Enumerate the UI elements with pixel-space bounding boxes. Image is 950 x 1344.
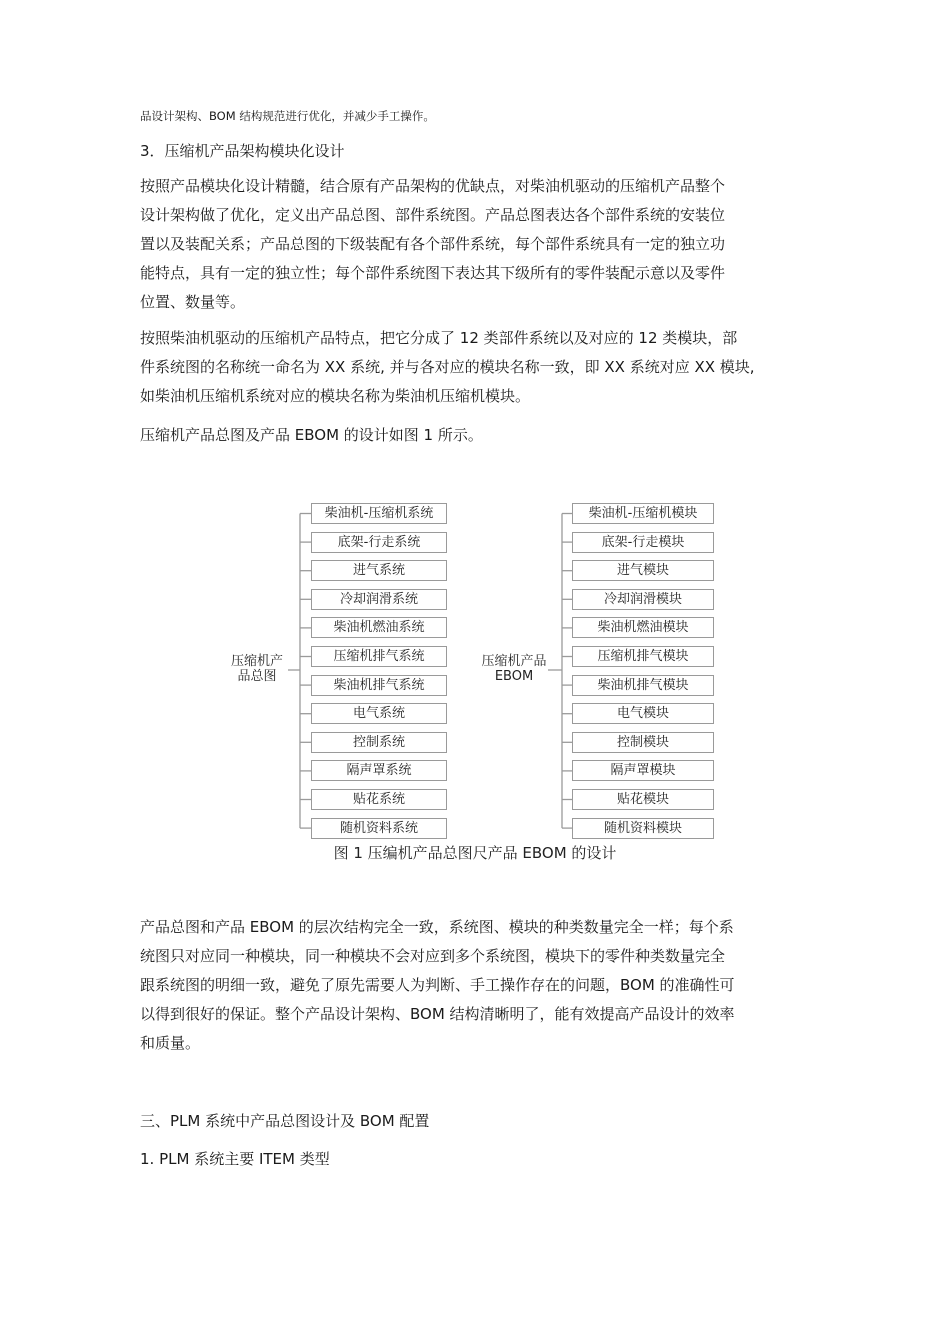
paragraph-4-line: 统图只对应同一种模块，同一种模块不会对应到多个系统图，模块下的零件种类数量完全 [140,947,726,965]
paragraph-1-line: 设计架构做了优化，定义出产品总图、部件系统图。产品总图表达各个部件系统的安装位 [140,206,726,224]
paragraph-2-line: 件系统图的名称统一命名为 XX 系统, 并与各对应的模块名称一致，即 XX 系统对应 XX 模块, [140,358,755,376]
right-module-box: 进气模块 [572,560,714,581]
left-system-box: 柴油机燃油系统 [311,617,447,638]
paragraph-1-line: 位置、数量等。 [140,293,246,311]
right-module-box: 电气模块 [572,703,714,724]
paragraph-3: 压缩机产品总图及产品 EBOM 的设计如图 1 所示。 [140,426,483,444]
right-module-box: 隔声罩模块 [572,760,714,781]
paragraph-2 [140,324,816,411]
section-heading: 3．压缩机产品架构模块化设计 [140,142,345,160]
left-system-box: 控制系统 [311,732,447,753]
right-module-box: 控制模块 [572,732,714,753]
paragraph-4-line: 和质量。 [140,1034,201,1052]
paragraph-4-line: 产品总图和产品 EBOM 的层次结构完全一致，系统图、模块的种类数量完全一样；每个系 [140,918,734,936]
right-module-box: 柴油机排气模块 [572,675,714,696]
section-3-heading: 三、PLM 系统中产品总图设计及 BOM 配置 [140,1112,430,1130]
left-root-line: 品总图 [237,669,277,684]
right-module-box: 压缩机排气模块 [572,646,714,667]
paragraph-1-line: 能特点，具有一定的独立性；每个部件系统图下表达其下级所有的零件装配示意以及零件 [140,264,726,282]
paragraph-1 [140,172,816,317]
paragraph-4-line: 以得到很好的保证。整个产品设计架构、BOM 结构清晰明了，能有效提高产品设计的效率 [140,1005,735,1023]
paragraph-2-line: 如柴油机压缩机系统对应的模块名称为柴油机压缩机模块。 [140,387,531,405]
right-root-node [476,654,552,684]
right-module-box: 底架-行走模块 [572,532,714,553]
paragraph-1-line: 置以及装配关系；产品总图的下级装配有各个部件系统，每个部件系统具有一定的独立功 [140,235,726,253]
right-module-box: 冷却润滑模块 [572,589,714,610]
paragraph-2-line: 按照柴油机驱动的压缩机产品特点，把它分成了 12 类部件系统以及对应的 12 类模块，部 [140,329,738,347]
left-system-box: 柴油机排气系统 [311,675,447,696]
left-system-box: 底架-行走系统 [311,532,447,553]
left-system-box: 电气系统 [311,703,447,724]
right-module-box: 贴花模块 [572,789,714,810]
right-module-box: 柴油机燃油模块 [572,617,714,638]
diagram-connectors [0,490,950,840]
left-system-box: 隔声罩系统 [311,760,447,781]
left-system-box: 贴花系统 [311,789,447,810]
right-module-box: 柴油机-压缩机模块 [572,503,714,524]
left-system-box: 随机资料系统 [311,818,447,839]
right-root-line: EBOM [494,669,534,684]
intro-line: 品设计架构、BOM 结构规范进行优化，并减少手工操作。 [140,109,435,123]
left-root-line: 压缩机产 [230,654,283,669]
subsection-heading: 1. PLM 系统主要 ITEM 类型 [140,1150,330,1168]
right-module-box: 随机资料模块 [572,818,714,839]
left-system-box: 冷却润滑系统 [311,589,447,610]
left-system-box: 进气系统 [311,560,447,581]
figure-caption: 图 1 压编机产品总图尺产品 EBOM 的设计 [333,844,617,862]
left-system-box: 柴油机-压缩机系统 [311,503,447,524]
left-system-box: 压缩机排气系统 [311,646,447,667]
right-root-line: 压缩机产品 [481,654,547,669]
structure-diagram [0,490,950,840]
paragraph-1-line: 按照产品模块化设计精髓，结合原有产品架构的优缺点，对柴油机驱动的压缩机产品整个 [140,177,726,195]
left-root-node [222,654,292,684]
paragraph-4 [140,913,816,1058]
paragraph-4-line: 跟系统图的明细一致，避免了原先需要人为判断、手工操作存在的问题，BOM 的准确性可 [140,976,735,994]
